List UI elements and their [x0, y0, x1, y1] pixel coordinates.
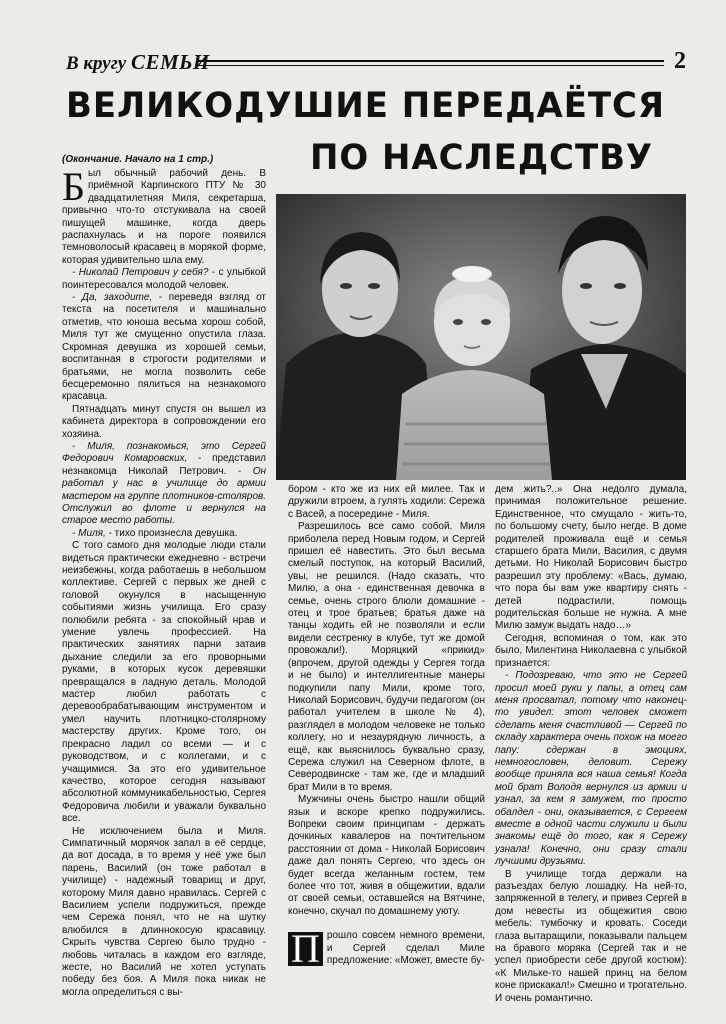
family-photo-svg	[276, 194, 686, 480]
paragraph: - с улыбкой поинтересовался молодой человек.	[62, 267, 266, 291]
headline-line-1: ВЕЛИКОДУШИЕ ПЕРЕДАЁТСЯ	[66, 86, 666, 126]
paragraph: С того самого дня молодые люди стали видеться практически ежедневно - встречи неизбежны, когда работаешь в небольшом коллективе. Сергей с первых же дней с головой окунулся в насыщенную событиями жизнь училища. Его сразу полюбили ребята - за спокойный нрав и умение увлечь профессией. На практических занятиях парни затаив дыхание следили за его проворными руками, в которых кусок деревяшки превращался в ладную деталь. Молодой мастер любил работать с деревообрабатывающим инструментом и умел научить плотницко-столярному мастерству других. Кроме того, он прекрасно ладил со всеми — и с руководством, и с коллегами, и с учащимися. За это его удивительное качество, которое сегодня называют абсолютной коммуникабельностью, Сергея Федоровича любили и уважали буквально все.	[62, 540, 266, 825]
paragraph: дем жить?..» Она недолго думала, принимая положительное решение. Единственное, что смущало - жить-то, по большому счету, было негде. В доме родителей проживала ещё и семья старшего брата Мили, Василия, с двумя детьми. Но Николай Борисович быстро разрешил эту проблему: «Вась, думаю, что пора бы вам уже квартиру снять - детей подрастили, помощь родительская больше не нужна. А мне Милю замуж выдать надо…»	[495, 484, 687, 632]
paragraph: рошло совсем немного времени, и Сергей сделал Миле предложение: «Может, вместе бу-	[326, 930, 485, 967]
family-photo-icon	[276, 194, 686, 480]
rubric-big: СЕМЬИ	[130, 50, 210, 74]
header-rule	[198, 60, 664, 62]
paragraph: Пятнадцать минут спустя он вышел из кабинета директора в сопровождении его хозяина.	[62, 403, 266, 440]
drop-cap: П	[288, 932, 323, 966]
paragraph: - тихо произнесла девушка.	[105, 527, 238, 539]
paragraph: Сегодня, вспоминая о том, как это было, Милентина Николаевна с улыбкой признается:	[495, 632, 687, 669]
section-rubric	[66, 50, 210, 75]
paragraph: бором - кто же из них ей милее. Так и дружили втроем, а гулять ходили: Сережа с Васей, а посередине - Миля.	[288, 484, 485, 520]
headline-line-2: ПО НАСЛЕДСТВУ	[310, 138, 654, 178]
quote: - Подозреваю, что это не Сергей просил моей руки у папы, а отец сам меня просватал, потому что наконец-то увидел: этот человек сможет сделать меня счастливой — Сергей по складу характера очень похож на моего папу: сдержан в эмоциях, немногословен, деловит. Сережу вообще приняла вся наша семья! Когда мой брат Володя вернулся из армии и узнал, за кем я замужем, то просто обалдел - они, оказывается, с Сергеем вместе в одной части служили и были знакомы ещё до того, как я Сережу узнала! Конечно, они сразу стали лучшими друзьями.	[495, 670, 687, 868]
paragraph: - представил незнакомца Николай Петрович.	[62, 453, 267, 477]
quote: - Он работал у нас в училище до армии мастером на группе плотников-столяров. Отслужил во флоте и вернулся на старое место работы.	[62, 465, 267, 527]
paragraph: - переведя взгляд от текста на посетителя и машинально отметив, что юноша весьма хорош собой, Миля тут же смущенно опустила глаза. Скромная девушка из хорошей семьи, воспитанная в строгости родителями и братьями, не могла позволить себе бесцеремонно пялиться на незнакомого красавца.	[62, 292, 266, 403]
page-number: 2	[674, 48, 686, 74]
rubric-small: В кругу	[66, 53, 127, 74]
quote: - Миля,	[72, 527, 106, 539]
paragraph: ыл обычный рабочий день. В приёмной Карпинского ПТУ № 30 двадцатилетняя Миля, секретарша, привычно что-то отстукивала на своей пишущей машинке, когда дверь распахнулась и на пороге появился темноволосый красавец в морякой форме, которая удивительно шла ему.	[62, 168, 266, 266]
paragraph: Разрешилось все само собой. Миля приболела перед Новым годом, и Сергей пришел её навестить. Это был весьма смелый поступок, на который Василий, увы, не решился. (Надо сказать, что Милю, а она - единственная девочка в семье, очень строго блюли домашние - отец и трое братьев; братья даже на танцы ходить ей не позволяли и если видели сестренку в клубе, тут же домой провожали!). Моряцкий «прикид» (впрочем, другой одежды у Сергея тогда и не было) и интеллигентные манеры подкупили папу Мили, кроме того, Николай Борисович, будучи педагогом (он работал учителем в школе № 4), разглядел в молодом человеке не только коллегу, но и незаурядную личность, а ещё, как выяснилось буквально сразу, Сережа служил на Северном флоте, в Северодвинске - там же, где и младший брат Мили в то время.	[288, 521, 485, 793]
article-column-2	[288, 484, 485, 972]
continuation-note: (Окончание. Начало на 1 стр.)	[62, 154, 214, 165]
quote: - Миля, познакомься, это Сергей Федорович Комаровских,	[62, 440, 266, 465]
drop-cap: Б	[62, 164, 85, 209]
quote: - Николай Петрович у себя?	[72, 267, 209, 279]
article-column-3	[495, 484, 687, 1005]
paragraph: Не исключением была и Миля. Симпатичный морячок запал в её сердце, да вот досада, в то время у неё уже был парень, Василий (он тоже работал в училище) - надежный товарищ и друг, которому Миля давно нравилась. Сергей с Василием успели подружиться, прежде чем Сережа понял, что не на шутку влюбился в длиннокосую красавицу. Скрыть чувства Сергею было трудно - любовь читалась в каждом его взгляде, жесте, но Василий не хотел уступать победу без боя. А Миля пока никак не могла определиться с вы-	[62, 825, 266, 998]
quote: - Да, заходите,	[72, 292, 153, 304]
header-rule-thin	[198, 65, 664, 66]
article-column-1	[62, 164, 267, 999]
paragraph: Мужчины очень быстро нашли общий язык и вскоре крепко подружились. Вопреки своим принципам - держать дочкиных кавалеров на почтительном расстоянии от дома - Николай Борисович даже дал понять Сергею, что здесь он будет всегда желанным гостем, тем более что тот, живя в общежитии, вдали от своей семьи, оставшейся на Вятчине, конечно, скучал по домашнему уюту.	[288, 794, 485, 917]
paragraph: В училище тогда держали на разъездах белую лошадку. На ней-то, запряженной в телегу, и привез Сергей в дом невесты из общежития свою мебель: тумбочку и кровать. Соседи глаза вытаращили, показывали пальцем на бравого моряка (Сергей так и не успел приобрести себе другой костюм): «К Мильке-то нашей принц на белом коне прискакал!» Смешно и трогательно. И очень романтично.	[495, 868, 687, 1004]
